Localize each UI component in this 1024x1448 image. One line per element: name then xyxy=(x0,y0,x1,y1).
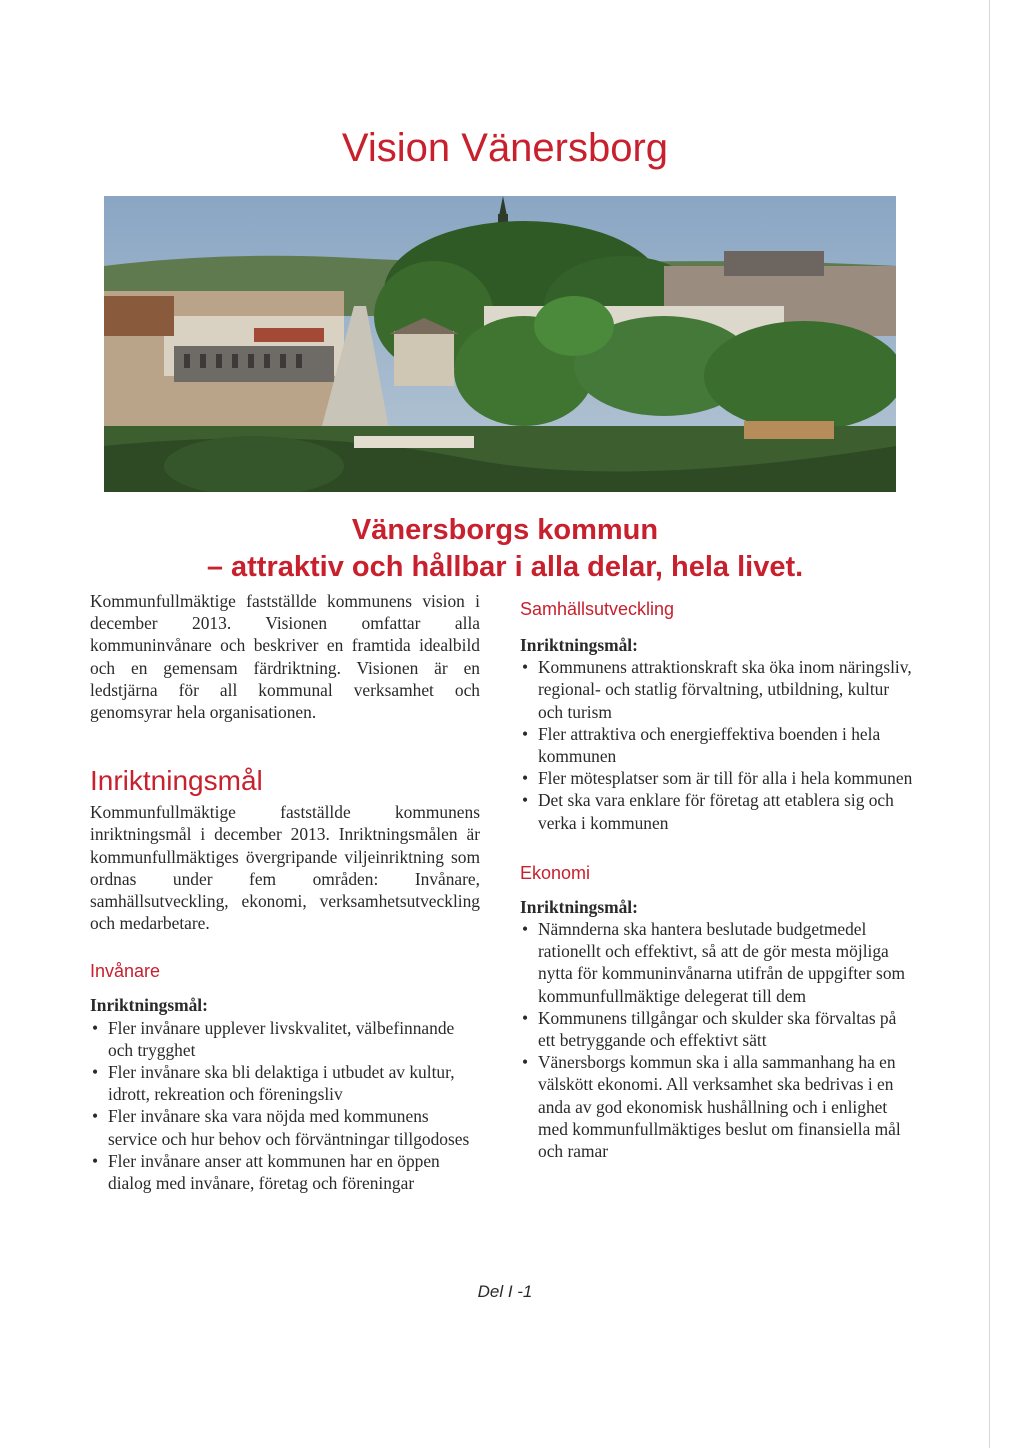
ekonomi-heading: Ekonomi xyxy=(520,862,591,883)
list-item: • Fler invånare upplever livskvalitet, välbefinnande och trygghet xyxy=(90,1017,480,1061)
list-item: • Fler invånare ska vara nöjda med kommunens service och hur behov och förväntningar tillgodoses xyxy=(90,1105,480,1149)
slogan-line-2: – attraktiv och hållbar i alla delar, hela livet. xyxy=(206,551,804,583)
inriktningsmal-paragraph: Kommunfullmäktige fastställde kommunens inriktningsmål i december 2013. Inriktningsmålen är kommunfullmäktiges övergripande viljeinriktning som ordnas under fem områden: Invånare, samhällsutveckling, ekonomi, verksamhetsutveckling och medarbetare. xyxy=(90,802,480,934)
list-item: • Fler attraktiva och energieffektiva boenden i hela kommunen xyxy=(520,723,913,767)
inriktningsmal-heading: Inriktningsmål xyxy=(90,765,263,797)
slogan-line-1: Vänersborgs kommun xyxy=(351,514,659,546)
samhallsutveckling-heading: Samhällsutveckling xyxy=(520,599,675,619)
list-item: • Nämnderna ska hantera beslutade budgetmedel rationellt och effektivt, så att de gör mesta möjliga nytta för kommuninvånarna utifrån de uppgifter som kommunfullmäktige delegerat till dem xyxy=(520,918,913,1007)
page-number: Del I -1 xyxy=(477,1282,533,1301)
samhallsutveckling-list xyxy=(520,656,913,834)
invanare-heading: Invånare xyxy=(90,961,161,982)
list-item: • Fler invånare anser att kommunen har en öppen dialog med invånare, företag och föreningar xyxy=(90,1150,480,1194)
list-item: • Kommunens tillgångar och skulder ska förvaltas på ett betryggande och effektivt sätt xyxy=(520,1007,913,1051)
samhallsutveckling-subheading: Inriktningsmål: xyxy=(520,635,638,655)
page-edge xyxy=(989,0,990,1448)
list-item: • Vänersborgs kommun ska i alla sammanhang ha en välskött ekonomi. All verksamhet ska bedrivas i en anda av god ekonomisk hushållning och i enlighet med kommunfullmäktiges beslut om finansiella mål och ramar xyxy=(520,1051,913,1162)
list-item: • Kommunens attraktionskraft ska öka inom näringsliv, regional- och statlig förvaltning, utbildning, kultur och turism xyxy=(520,656,913,723)
town-photo xyxy=(104,196,896,492)
page-title: Vision Vänersborg xyxy=(341,126,669,170)
list-item: • Det ska vara enklare för företag att etablera sig och verka i kommunen xyxy=(520,789,913,833)
ekonomi-list xyxy=(520,918,913,1162)
slogan xyxy=(0,512,1010,586)
invanare-subheading: Inriktningsmål: xyxy=(90,995,208,1016)
ekonomi-subheading: Inriktningsmål: xyxy=(520,896,638,917)
intro-paragraph: Kommunfullmäktige fastställde kommunens vision i december 2013. Visionen omfattar alla kommuninvånare och beskriver en framtida idealbild och en gemensam färdriktning. Visionen är en ledstjärna för all kommunal verksamhet och genomsyrar hela organisationen. xyxy=(90,591,480,723)
invanare-list xyxy=(90,1017,480,1195)
right-column xyxy=(520,590,913,1162)
list-item: • Fler invånare ska bli delaktiga i utbudet av kultur, idrott, rekreation och föreningsliv xyxy=(90,1061,480,1105)
left-column xyxy=(90,590,480,1194)
list-item: • Fler mötesplatser som är till för alla i hela kommunen xyxy=(520,767,913,789)
